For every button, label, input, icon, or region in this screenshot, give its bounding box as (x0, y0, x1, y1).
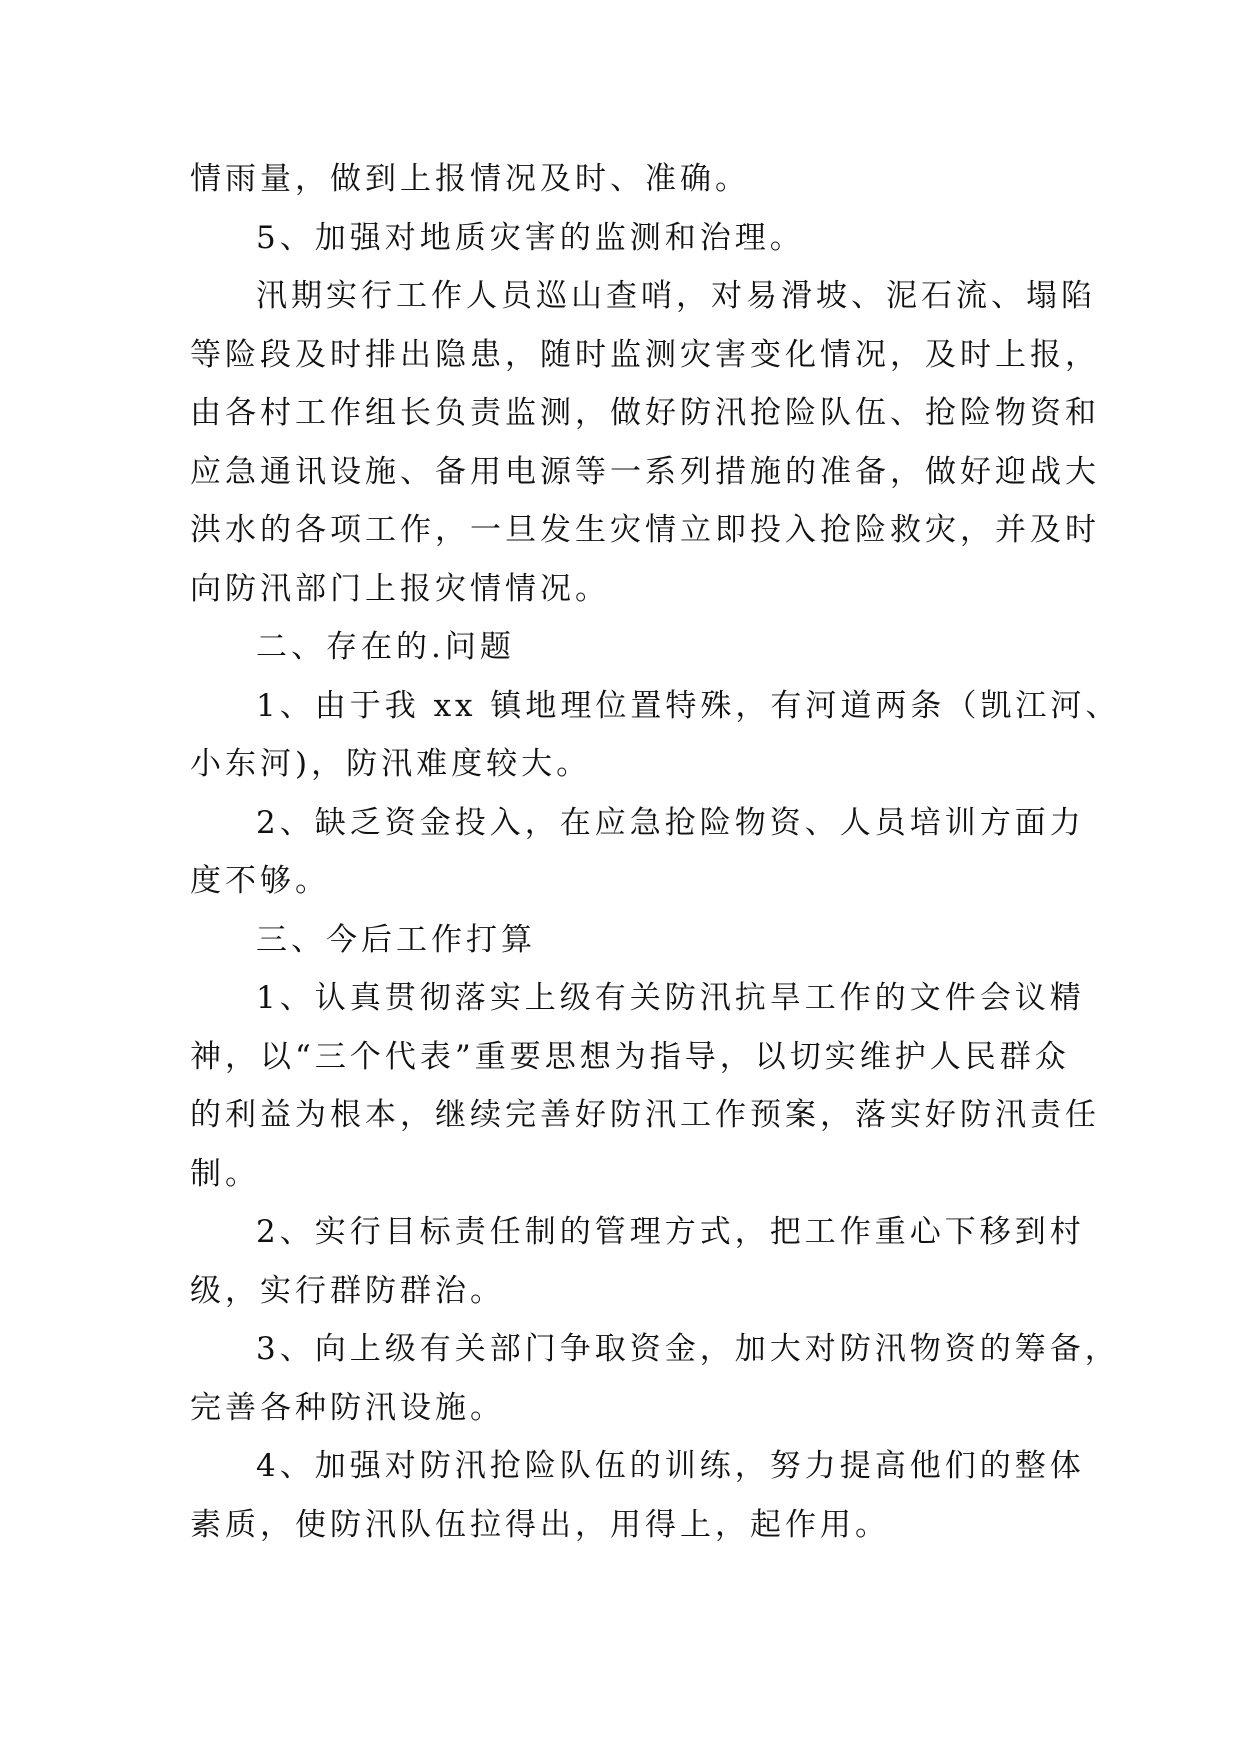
text-line: 3、向上级有关部门争取资金，加大对防汛物资的筹备， (256, 1331, 1120, 1367)
text-line: 应急通讯设施、备用电源等一系列措施的准备，做好迎战大 (190, 453, 1100, 490)
text-line: 的利益为根本，继续完善好防汛工作预案，落实好防汛责任 (190, 1097, 1100, 1133)
text-line: 级，实行群防群治。 (190, 1272, 505, 1309)
text-line: 小东河)，防汛难度较大。 (190, 746, 592, 782)
text-line: 向防汛部门上报灾情情况。 (190, 570, 610, 607)
text-line: 素质，使防汛队伍拉得出，用得上，起作用。 (190, 1506, 890, 1543)
text-line: 神，以“三个代表”重要思想为指导，以切实维护人民群众 (190, 1038, 1070, 1075)
text-line: 由各村工作组长负责监测，做好防汛抢险队伍、抢险物资和 (190, 395, 1100, 431)
text-line: 1、由于我 xx 镇地理位置特殊，有河道两条（凯江河、 (256, 687, 1121, 724)
text-line: 度不够。 (190, 863, 330, 899)
text-line: 1、认真贯彻落实上级有关防汛抗旱工作的文件会议精 (256, 980, 1085, 1016)
text-line: 情雨量，做到上报情况及时、准确。 (190, 161, 750, 197)
text-line: 汛期实行工作人员巡山查哨，对易滑坡、泥石流、塌陷 (256, 278, 1096, 314)
text-line: 4、加强对防汛抢险队伍的训练，努力提高他们的整体 (256, 1448, 1085, 1484)
section-heading: 三、今后工作打算 (256, 921, 536, 958)
text-line: 完善各种防汛设施。 (190, 1389, 505, 1426)
text-line: 制。 (190, 1155, 260, 1192)
text-line: 2、实行目标责任制的管理方式，把工作重心下移到村 (256, 1214, 1085, 1250)
document-body (190, 150, 1121, 1554)
text-line: 2、缺乏资金投入，在应急抢险物资、人员培训方面力 (256, 804, 1085, 841)
section-heading: 二、存在的.问题 (256, 629, 515, 665)
text-line: 洪水的各项工作，一旦发生灾情立即投入抢险救灾，并及时 (190, 512, 1100, 548)
text-line: 5、加强对地质灾害的监测和治理。 (256, 219, 805, 256)
text-line: 等险段及时排出隐患，随时监测灾害变化情况，及时上报， (190, 336, 1100, 373)
